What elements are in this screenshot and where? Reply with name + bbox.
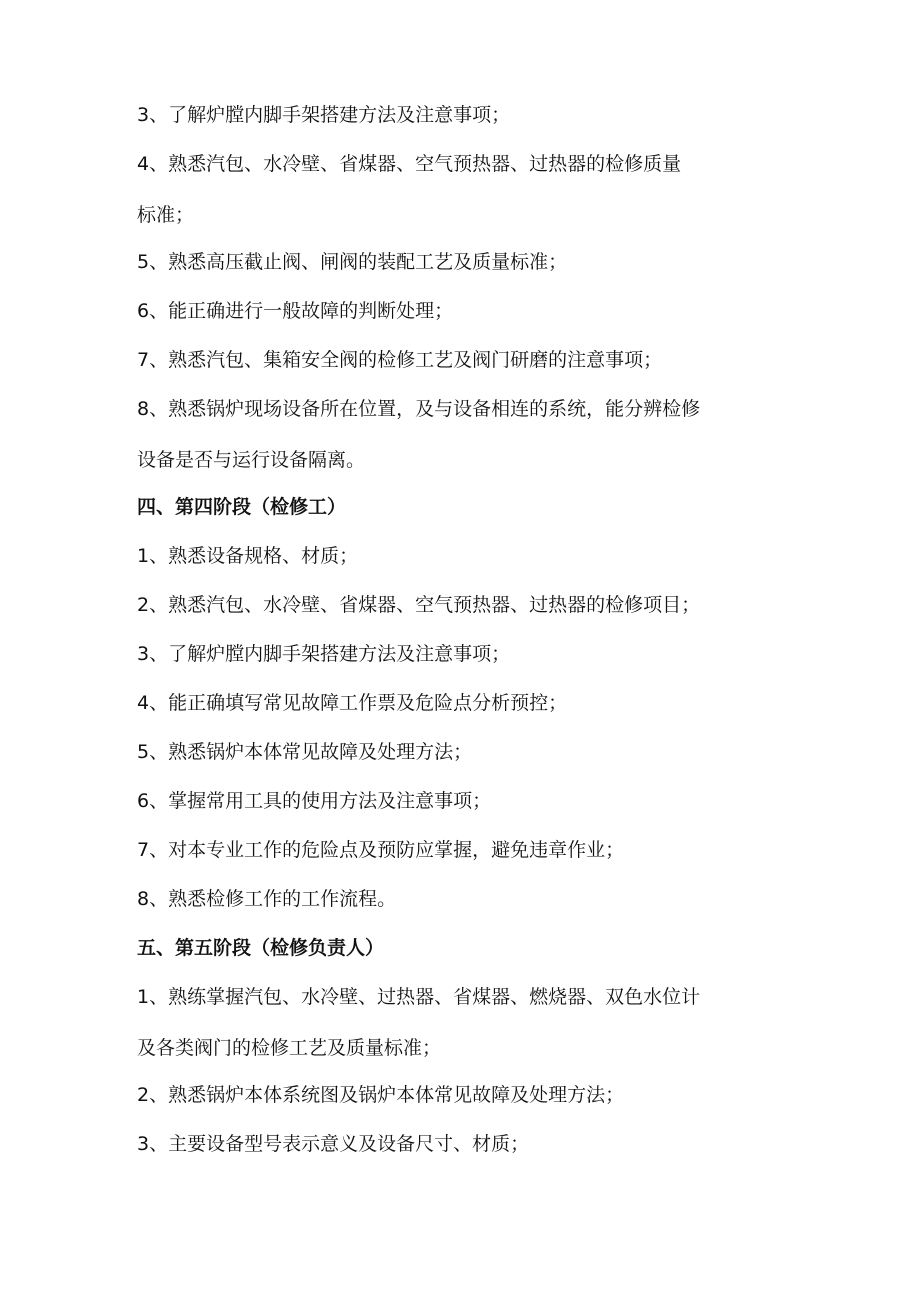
text-line: 3、主要设备型号表示意义及设备尺寸、材质； <box>137 1133 530 1155</box>
section-heading: 五、第五阶段（检修负责人） <box>137 937 385 959</box>
text-line: 及各类阀门的检修工艺及质量标准； <box>137 1037 442 1059</box>
text-line: 1、熟练掌握汽包、水冷壁、过热器、省煤器、燃烧器、双色水位计 <box>137 986 701 1008</box>
text-line: 2、熟悉汽包、水冷壁、省煤器、空气预热器、过热器的检修项目； <box>137 594 701 616</box>
text-line: 3、了解炉膛内脚手架搭建方法及注意事项； <box>137 104 511 126</box>
text-line: 5、熟悉锅炉本体常见故障及处理方法； <box>137 741 473 763</box>
text-line: 设备是否与运行设备隔离。 <box>137 449 366 471</box>
text-line: 6、能正确进行一般故障的判断处理； <box>137 300 454 322</box>
text-line: 7、熟悉汽包、集箱安全阀的检修工艺及阀门研磨的注意事项； <box>137 349 663 371</box>
section-heading: 四、第四阶段（检修工） <box>137 496 347 518</box>
text-line: 5、熟悉高压截止阀、闸阀的装配工艺及质量标准； <box>137 251 568 273</box>
text-line: 8、熟悉锅炉现场设备所在位置，及与设备相连的系统，能分辨检修 <box>137 398 701 420</box>
text-line: 4、熟悉汽包、水冷壁、省煤器、空气预热器、过热器的检修质量 <box>137 153 682 175</box>
text-line: 1、熟悉设备规格、材质； <box>137 545 359 567</box>
text-line: 6、掌握常用工具的使用方法及注意事项； <box>137 790 492 812</box>
text-line: 2、熟悉锅炉本体系统图及锅炉本体常见故障及处理方法； <box>137 1084 625 1106</box>
text-line: 8、熟悉检修工作的工作流程。 <box>137 888 397 910</box>
text-line: 3、了解炉膛内脚手架搭建方法及注意事项； <box>137 643 511 665</box>
text-line: 7、对本专业工作的危险点及预防应掌握，避免违章作业； <box>137 839 625 861</box>
text-line: 标准； <box>137 204 195 226</box>
text-line: 4、能正确填写常见故障工作票及危险点分析预控； <box>137 692 568 714</box>
